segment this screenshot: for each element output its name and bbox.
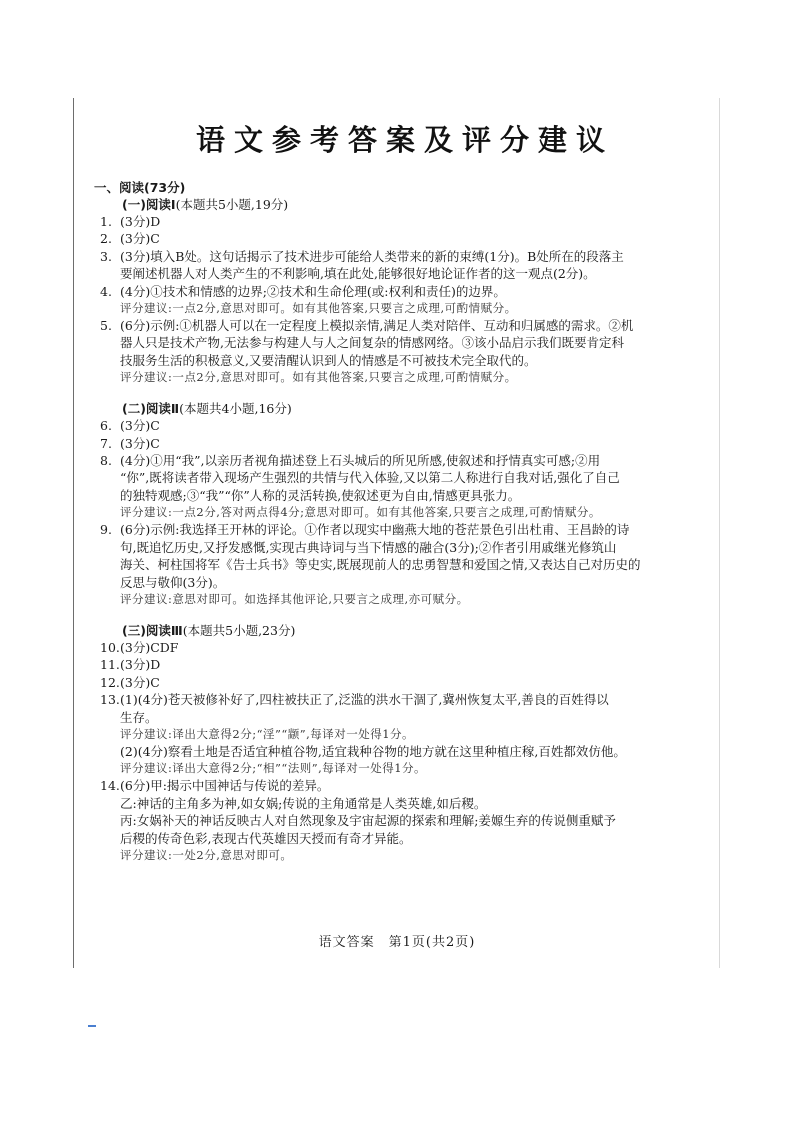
left-margin-line: [73, 98, 74, 968]
item-number: 7.: [100, 435, 112, 451]
scoring-note: 评分建议:意思对即可。如选择其他评论,只要言之成理,亦可赋分。: [120, 591, 469, 606]
answer-item: [100, 691, 700, 708]
answer-text: 生存。: [120, 709, 158, 725]
item-number: 14.: [100, 778, 120, 794]
answer-sheet: [94, 118, 700, 864]
answer-item: [100, 777, 700, 794]
item-number: 9.: [100, 522, 112, 538]
item-number: 10.: [100, 639, 120, 655]
item-number: 2.: [100, 231, 112, 247]
answer-text: 句,既追忆历史,又抒发感慨,实现古典诗词与当下情感的融合(3分);②作者引用戚继光修筑山: [120, 539, 617, 555]
answer-item: [100, 452, 700, 469]
answer-item: [100, 417, 700, 434]
page-title: 语文参考答案及评分建议: [195, 123, 614, 157]
part-label: (三)阅读Ⅲ: [122, 622, 183, 638]
scoring-note: 评分建议:一点2分,答对两点得4分;意思对即可。如有其他答案,只要言之成理,可酌情赋分。: [120, 505, 601, 520]
item-number: 4.: [100, 283, 112, 299]
answer-item: [100, 656, 700, 673]
part-label: (二)阅读Ⅱ: [122, 401, 180, 417]
answer-text: 要阐述机器人对人类产生的不利影响,填在此处,能够很好地论证作者的这一观点(2分)。: [120, 266, 596, 282]
part-heading: [100, 196, 700, 213]
answer-text: 的独特观感;③“我”“你”人称的灵活转换,使叙述更为自由,情感更具张力。: [120, 487, 521, 503]
answer-text: 丙:女娲补天的神话反映古人对自然现象及宇宙起源的探索和理解;姜嫄生弃的传说侧重赋予: [120, 813, 616, 829]
part-heading: [100, 622, 700, 639]
item-number: 5.: [100, 318, 112, 334]
answer-text: 反思与敬仰(3分)。: [120, 574, 226, 590]
scan-mark: [88, 1025, 96, 1027]
part-meta: (本题共5小题,19分): [175, 197, 289, 212]
item-number: 6.: [100, 418, 112, 434]
answer-text: 器人只是技术产物,无法参与构建人与人之间复杂的情感网络。③该小品启示我们既要肯定科: [120, 335, 624, 351]
answer-text: (3分)D: [120, 657, 161, 673]
answer-item: [100, 213, 700, 230]
answer-item: [100, 230, 700, 247]
scoring-note: 评分建议:译出大意得2分;“相”“法则”,每译对一处得1分。: [120, 761, 427, 776]
answer-text: 技服务生活的积极意义,又要清醒认识到人的情感是不可被技术完全取代的。: [120, 352, 537, 368]
right-margin-line: [719, 98, 720, 968]
answer-text: (6分)示例:我选择王开林的评论。①作者以现实中幽燕大地的苍茫景色引出杜甫、王昌龄的诗: [120, 522, 630, 538]
answer-text: 乙:神话的主角多为神,如女娲;传说的主角通常是人类英雄,如后稷。: [120, 795, 487, 811]
answer-text: (6分)甲:揭示中国神话与传说的差异。: [120, 778, 330, 794]
answer-item: [100, 674, 700, 691]
scoring-note: 评分建议:一点2分,意思对即可。如有其他答案,只要言之成理,可酌情赋分。: [120, 301, 517, 316]
answer-item: [100, 521, 700, 538]
answer-item: [100, 435, 700, 452]
item-number: 12.: [100, 674, 120, 690]
answer-text: (3分)D: [120, 214, 161, 229]
part-1: [100, 196, 700, 386]
answer-text: (2)(4分)察看土地是否适宜种植谷物,适宜栽种谷物的地方就在这里种植庄稼,百姓都效仿他。: [120, 743, 626, 759]
section-heading: 一、阅读(73分): [94, 180, 186, 195]
item-number: 3.: [100, 248, 112, 264]
answer-text: (1)(4分)苍天被修补好了,四柱被扶正了,泛滥的洪水干涸了,冀州恢复太平,善良的百姓得以: [120, 692, 609, 708]
scoring-note: 评分建议:一处2分,意思对即可。: [120, 847, 293, 862]
answer-text: (3分)C: [120, 231, 160, 247]
answer-text: (3分)C: [120, 435, 160, 451]
part-meta: (本题共5小题,23分): [182, 622, 296, 638]
answer-text: (3分)CDF: [120, 639, 179, 655]
answer-text: (6分)示例:①机器人可以在一定程度上模拟亲情,满足人类对陪伴、互动和归属感的需求。②机: [120, 318, 634, 334]
item-number: 13.: [100, 692, 120, 708]
part-label: (一)阅读Ⅰ: [122, 197, 176, 212]
answer-item: [100, 317, 700, 334]
answer-item: [100, 639, 700, 656]
part-heading: [100, 400, 700, 417]
item-number: 8.: [100, 453, 112, 469]
answer-text: (3分)C: [120, 674, 160, 690]
part-2: [100, 400, 700, 608]
part-meta: (本题共4小题,16分): [179, 401, 292, 417]
scoring-note: 评分建议:译出大意得2分;“淫”“颛”,每译对一处得1分。: [120, 726, 415, 741]
answer-text: (3分)填入B处。这句话揭示了技术进步可能给人类带来的新的束缚(1分)。B处所在的段落主: [120, 248, 624, 264]
answer-item: [100, 283, 700, 300]
scoring-note: 评分建议:一点2分,意思对即可。如有其他答案,只要言之成理,可酌情赋分。: [120, 370, 517, 385]
answer-text: (4分)①用“我”,以亲历者视角描述登上石头城后的所见所感,使叙述和抒情真实可感;②用: [120, 453, 601, 469]
answer-item: [100, 248, 700, 265]
item-number: 1.: [100, 214, 112, 229]
answer-text: “你”,既将读者带入现场产生强烈的共情与代入体验,又以第二人称进行自我对话,强化了自己: [120, 470, 620, 486]
answer-text: 后稷的传奇色彩,表现古代英雄因天授而有奇才异能。: [120, 830, 412, 846]
page-footer: 语文答案 第1页(共2页): [318, 935, 476, 950]
part-3: [100, 622, 700, 864]
item-number: 11.: [100, 657, 120, 673]
answer-text: (3分)C: [120, 418, 160, 434]
answer-text: (4分)①技术和情感的边界;②技术和生命伦理(或:权利和责任)的边界。: [120, 283, 506, 299]
answer-text: 海关、柯柱国将军《告士兵书》等史实,既展现前人的忠勇智慧和爱国之情,又表达自己对历史的: [120, 557, 641, 573]
